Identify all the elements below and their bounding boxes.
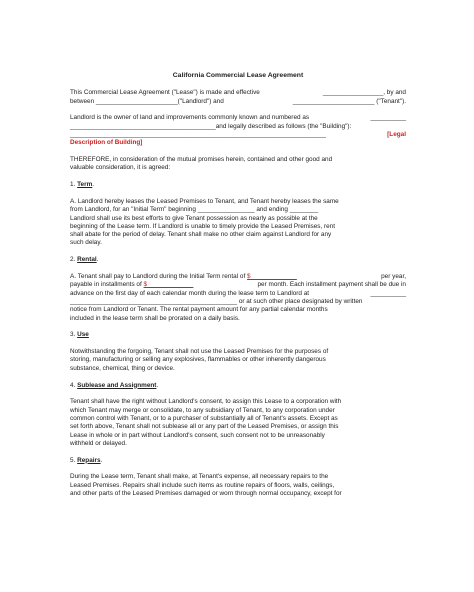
paragraph-line: A. Landlord hereby leases the Leased Premises to Tenant, and Tenant hereby leases the same [70,197,339,205]
paragraph-line: set forth above, Tenant shall not sublease all or any part of the Leased Premises, or assign this [70,423,339,431]
paragraph-line: which Tenant may merge or consolidate, to any subsidiary of Tenant, to any corporation under [70,406,335,414]
section-title: Rental [77,256,97,264]
landlord-paragraph [70,114,406,147]
paragraph-line: Landlord shall use its best efforts to give Tenant possession as nearly as possible at the [70,214,318,222]
section-number: 5. [70,456,76,464]
landlord-line [70,114,406,122]
section-title-period: . [156,381,159,389]
paragraph-line: Tenant shall have the right without Landlord's consent, to assign this Lease to a corporation with [70,398,342,406]
paragraph-line: substance, chemical, thing or device. [70,364,175,372]
legal-placeholder: Description of Building] [70,139,143,147]
section-title-period: . [96,256,99,264]
section-title-period: . [92,181,95,189]
paragraph-line [70,273,406,281]
section-title: Term [77,181,93,189]
paragraph-line: Lease in whole or in part without Landlord's consent, such consent not to be unreasonably [70,431,325,439]
section-number: 2. [70,256,76,264]
rental-text: advance on the first day of each calendar month during the lease term to Landlord at [70,289,310,297]
paragraph-line: Leased Premises. Repairs shall include such items as routine repairs of floors, walls, ceilings, [70,481,335,489]
intro-line [70,89,406,97]
rental-text: payable in installments of [70,281,142,289]
section-heading-rental [70,256,406,264]
rental-paragraph [70,273,406,323]
annual-rent-blank: $_____________ [247,273,297,281]
lease-document [70,72,406,507]
paragraph-line: and other parts of the Leased Premises damaged or worn through normal occupancy, except for [70,489,342,497]
rental-text: per month. Each installment payment shall be due in [257,281,406,289]
paragraph-line: valuable consideration, it is agreed: [70,164,171,172]
paragraph-line [70,281,406,289]
intro-text: This Commercial Lease Agreement ("Lease") is made and effective [70,89,260,97]
monthly-rent-blank: $_____________ [143,281,194,289]
section-heading-term [70,181,406,189]
section-title-period: . [100,456,103,464]
paragraph-line: Notwithstanding the forgoing, Tenant shall not use the Leased Premises for the purposes of [70,348,329,356]
effective-date-blank: _________________, by and [322,89,406,97]
paragraph-line: withheld or delayed. [70,439,127,447]
therefore-paragraph [70,156,406,173]
section-number: 1. [70,181,76,189]
section-number: 3. [70,331,76,339]
rental-text: per year, [381,273,406,281]
section-title: Sublease and Assignment [77,381,157,389]
paragraph-line: THEREFORE, in consideration of the mutual promises herein, contained and other good and [70,156,333,164]
paragraph-line: included in the lease term shall be prorated on a daily basis. [70,314,240,322]
legal-placeholder: [Legal [387,130,406,138]
landlord-line: _________________________________________and legally described as follows (the "Building"): [70,122,352,130]
section-number: 4. [70,381,76,389]
section-heading-use [70,331,406,339]
section-title: Repairs [77,456,101,464]
repairs-paragraph [70,473,406,498]
rental-text: A. Tenant shall pay to Landlord during the Initial Term rental of [70,273,246,281]
landlord-name-blank: between _______________________("Landlord") and [70,97,224,105]
intro-line [70,98,406,106]
term-paragraph [70,198,406,248]
paragraph-line: During the Lease term, Tenant shall make, at Tenant's expense, all necessary repairs to the [70,473,329,481]
section-heading-sublease [70,382,406,390]
paragraph-line: beginning of the Lease term. If Landlord is unable to timely provide the Leased Premises, rent [70,222,336,230]
paragraph-line: notice from Landlord or Tenant. The rental payment amount for any partial calendar months [70,306,328,314]
legal-description-blank: ________________________________________________________________________ [70,130,326,138]
paragraph-line: _______________________________________________ or at such other place designated by written [70,297,363,305]
paragraph-line: shall abate for the period of delay. Tenant shall make no other claim against Landlord for any [70,231,332,239]
sublease-paragraph [70,398,406,448]
section-title: Use [77,331,89,339]
address-blank: __________ [370,114,406,122]
tenant-name-blank: _______________________ ("Tenant"). [292,97,406,105]
paragraph-line [70,290,406,298]
paragraph-line: such delay. [70,239,102,247]
intro-paragraph [70,89,406,106]
section-heading-repairs [70,457,406,465]
landlord-line [70,131,406,139]
landlord-text: Landlord is the owner of land and improvements commonly known and numbered as [70,114,310,122]
document-title: California Commercial Lease Agreement [172,72,304,79]
paragraph-line: common control with Tenant, or to a purchaser of substantially all of Tenant's assets. Except as [70,414,338,422]
use-paragraph [70,348,406,373]
paragraph-line: storing, manufacturing or selling any explosives, flammables or other inherently dangerous [70,356,326,364]
payment-address-blank: __________ [370,289,406,297]
paragraph-line: from Landlord, for an "Initial Term" beginning ________________ and ending ________ [70,206,319,214]
